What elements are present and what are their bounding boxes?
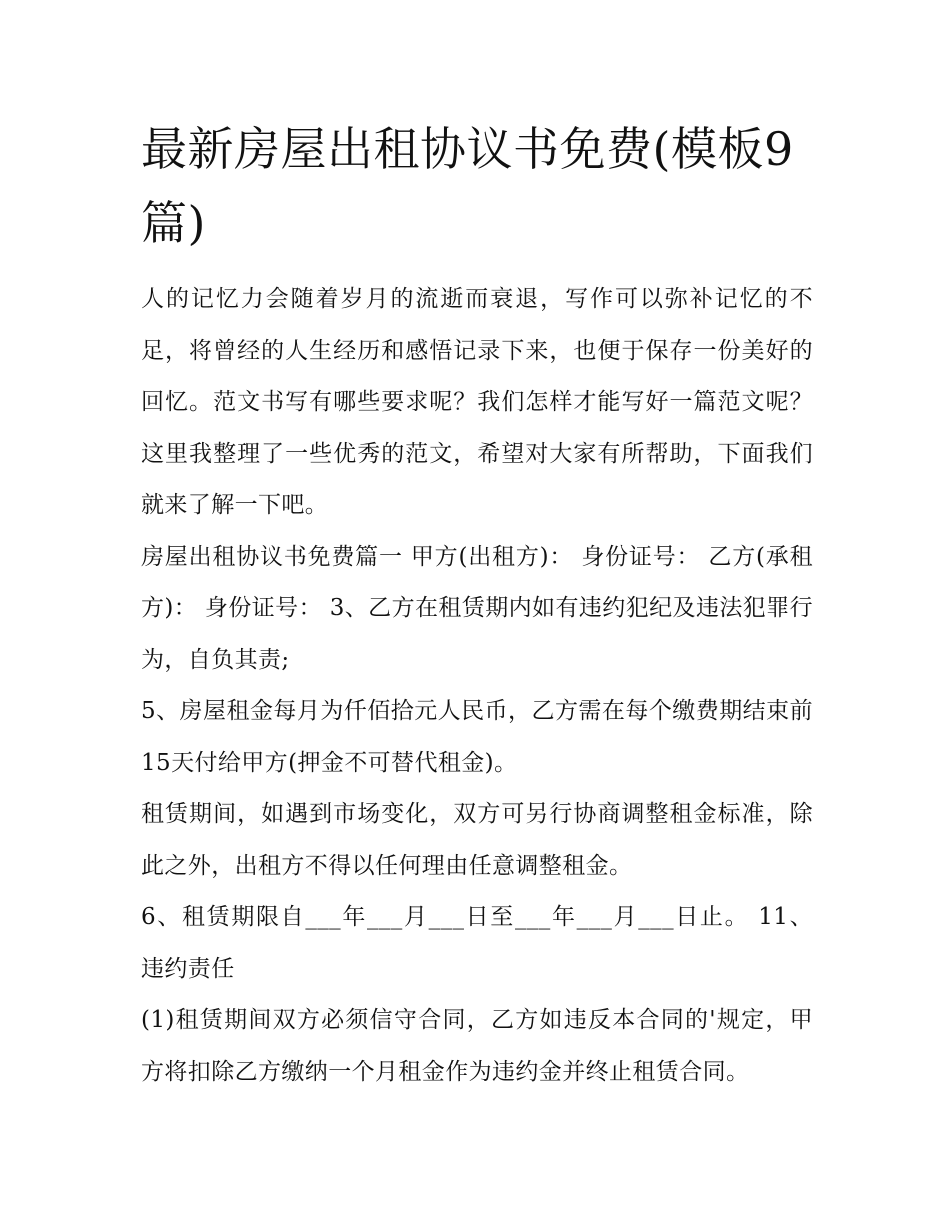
document-title: 最新房屋出租协议书免费(模板9篇) [141, 122, 794, 250]
document-page [141, 112, 813, 1098]
clause-rent-paragraph: 5、房屋租金每月为仟佰拾元人民币，乙方需在每个缴费期结束前15天付给甲方(押金不可替代租金)。 [141, 698, 813, 776]
clause-rent-adjustment-paragraph: 租赁期间，如遇到市场变化，双方可另行协商调整租金标准，除此之外，出租方不得以任何理由任意调整租金。 [141, 801, 813, 879]
clause-parties-paragraph: 房屋出租协议书免费篇一 甲方(出租方)： 身份证号： 乙方(承租方)： 身份证号： 3、乙方在租赁期内如有违约犯纪及违法犯罪行为，自负其责; [141, 543, 813, 673]
clause-term-paragraph: 6、租赁期限自___年___月___日至___年___月___日止。 11、 违约责任 [141, 904, 813, 982]
intro-paragraph: 人的记忆力会随着岁月的流逝而衰退，写作可以弥补记忆的不足，将曾经的人生经历和感悟记录下来，也便于保存一份美好的回忆。范文书写有哪些要求呢？我们怎样才能写好一篇范文呢？这里我整理了一些优秀的范文，希望对大家有所帮助，下面我们就来了解一下吧。 [141, 286, 813, 518]
clause-breach-paragraph: (1)租赁期间双方必须信守合同，乙方如违反本合同的'规定，甲方将扣除乙方缴纳一个月租金作为违约金并终止租赁合同。 [141, 1007, 813, 1085]
